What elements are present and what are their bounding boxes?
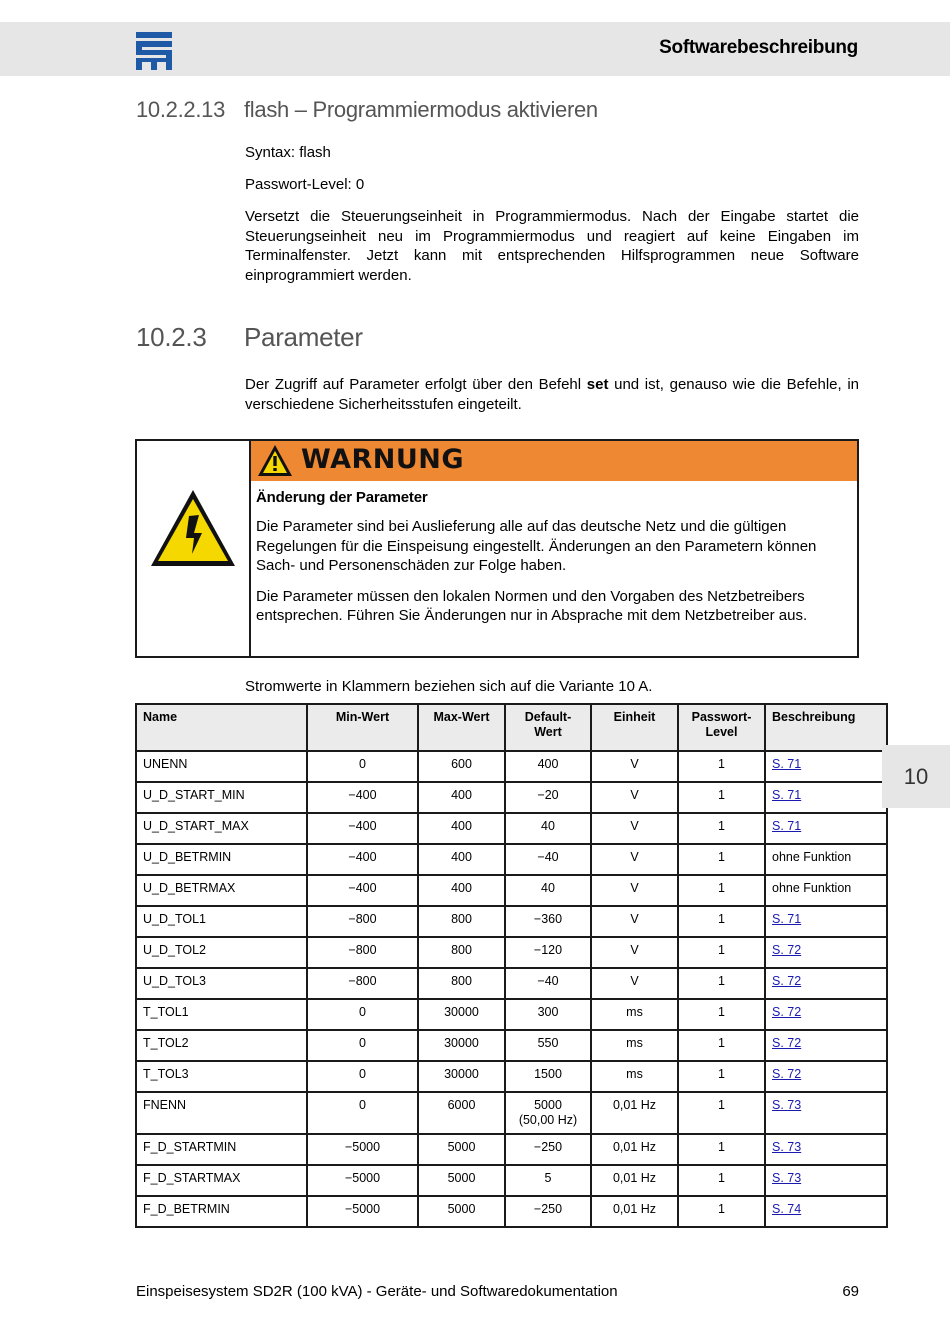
cell-max: 400	[418, 782, 505, 813]
cell-password-level: 1	[678, 968, 765, 999]
warning-label: WARNUNG	[301, 444, 465, 475]
warning-banner	[251, 441, 857, 481]
cell-default	[505, 906, 591, 937]
page-reference-link[interactable]: S. 71	[772, 819, 802, 833]
cell-default	[505, 1030, 591, 1061]
page-number: 69	[842, 1283, 859, 1300]
cell-min: −800	[307, 937, 418, 968]
page-reference-link[interactable]: S. 71	[772, 757, 802, 771]
warning-text: Die Parameter müssen den lokalen Normen und den Vorgaben des Netzbetreibers entsprechen. Führen Sie Änderungen nur in Absprache mit dem Netzbetreiber aus.	[256, 587, 808, 624]
default-value: 300	[537, 1005, 559, 1019]
cell-description	[765, 1061, 887, 1092]
cell-name: T_TOL3	[136, 1061, 307, 1092]
cell-password-level: 1	[678, 1196, 765, 1227]
cell-unit: ms	[591, 1061, 678, 1092]
cell-max: 400	[418, 875, 505, 906]
cell-default	[505, 1061, 591, 1092]
column-header-default: Default-Wert	[505, 704, 591, 751]
cell-unit: V	[591, 968, 678, 999]
cell-min: 0	[307, 751, 418, 782]
cell-default	[505, 1196, 591, 1227]
column-header-name: Name	[136, 704, 307, 751]
cell-password-level: 1	[678, 937, 765, 968]
cell-name: F_D_STARTMAX	[136, 1165, 307, 1196]
cell-min: −400	[307, 813, 418, 844]
cell-description	[765, 782, 887, 813]
cell-min: −5000	[307, 1134, 418, 1165]
parameter-intro	[245, 375, 859, 414]
section-heading-parameter	[136, 322, 363, 353]
cell-max: 800	[418, 968, 505, 999]
cell-min: −800	[307, 968, 418, 999]
cell-default	[505, 782, 591, 813]
intro-text: und ist, genauso wie die Befehle, in verschiedene Sicherheitsstufen eingeteilt.	[245, 376, 859, 413]
cell-name: T_TOL2	[136, 1030, 307, 1061]
default-value: 40	[541, 881, 555, 895]
cell-name: U_D_TOL1	[136, 906, 307, 937]
cell-min: −400	[307, 844, 418, 875]
table-row	[136, 1196, 887, 1227]
exclamation-triangle-icon	[256, 443, 294, 478]
default-value: −20	[537, 788, 559, 802]
cell-password-level: 1	[678, 1134, 765, 1165]
chapter-tab[interactable]: 10	[882, 745, 950, 808]
default-value: −40	[537, 850, 559, 864]
section-number: 10.2.2.13	[136, 97, 226, 122]
page-reference-link[interactable]: S. 73	[772, 1098, 802, 1112]
cell-name: U_D_BETRMAX	[136, 875, 307, 906]
cell-name: FNENN	[136, 1092, 307, 1134]
cell-unit: V	[591, 906, 678, 937]
cell-unit: V	[591, 844, 678, 875]
cell-password-level: 1	[678, 813, 765, 844]
cell-unit: 0,01 Hz	[591, 1092, 678, 1134]
warning-box	[135, 439, 859, 658]
default-value: −360	[533, 912, 563, 926]
warning-content	[256, 489, 848, 637]
cell-description	[765, 999, 887, 1030]
table-row	[136, 844, 887, 875]
cell-password-level: 1	[678, 999, 765, 1030]
column-header-min: Min-Wert	[307, 704, 418, 751]
section-title: Parameter	[244, 322, 363, 352]
cell-description	[765, 1092, 887, 1134]
cell-min: 0	[307, 1061, 418, 1092]
cell-min: −400	[307, 782, 418, 813]
intro-command: set	[586, 376, 609, 393]
cell-max: 30000	[418, 1061, 505, 1092]
cell-name: U_D_START_MIN	[136, 782, 307, 813]
cell-password-level: 1	[678, 1092, 765, 1134]
cell-unit: V	[591, 937, 678, 968]
table-note: Stromwerte in Klammern beziehen sich auf die Variante 10 A.	[245, 678, 653, 695]
cell-password-level: 1	[678, 906, 765, 937]
cell-description	[765, 751, 887, 782]
cell-default	[505, 1092, 591, 1134]
page-reference-link[interactable]: S. 71	[772, 788, 802, 802]
cell-unit: 0,01 Hz	[591, 1134, 678, 1165]
cell-default	[505, 1134, 591, 1165]
cell-description	[765, 1030, 887, 1061]
warning-icon-cell	[137, 441, 251, 656]
cell-max: 6000	[418, 1092, 505, 1134]
default-value: −120	[533, 943, 563, 957]
default-value: 400	[537, 757, 559, 771]
default-value: 5000	[534, 1098, 562, 1112]
warning-text: Die Parameter sind bei Auslieferung alle auf das deutsche Netz und die gültigen Regelungen für die Einspeisung eingestellt. Änderungen an den Parametern können Sach- und Personenschäden zur Folge haben.	[256, 518, 817, 574]
cell-max: 5000	[418, 1165, 505, 1196]
cell-password-level: 1	[678, 1165, 765, 1196]
cell-name: F_D_BETRMIN	[136, 1196, 307, 1227]
cell-unit: 0,01 Hz	[591, 1165, 678, 1196]
cell-default	[505, 813, 591, 844]
table-row	[136, 875, 887, 906]
cell-min: 0	[307, 999, 418, 1030]
cell-description	[765, 937, 887, 968]
column-header-password: Passwort-Level	[678, 704, 765, 751]
cell-description: ohne Funktion	[765, 875, 887, 906]
cell-description	[765, 1196, 887, 1227]
default-value: −40	[537, 974, 559, 988]
cell-default	[505, 968, 591, 999]
high-voltage-warning-icon	[149, 488, 237, 568]
column-header-unit: Einheit	[591, 704, 678, 751]
cell-min: 0	[307, 1092, 418, 1134]
cell-min: −5000	[307, 1165, 418, 1196]
cell-default	[505, 751, 591, 782]
cell-max: 800	[418, 906, 505, 937]
default-value: 1500	[534, 1067, 562, 1081]
cell-password-level: 1	[678, 875, 765, 906]
table-row	[136, 999, 887, 1030]
page-reference-link[interactable]: S. 72	[772, 1036, 802, 1050]
page-reference-link[interactable]: S. 73	[772, 1171, 802, 1185]
cell-max: 5000	[418, 1134, 505, 1165]
syntax-line: Syntax: flash	[245, 144, 331, 161]
cell-unit: V	[591, 813, 678, 844]
table-row	[136, 751, 887, 782]
cell-description	[765, 1165, 887, 1196]
page-reference-link[interactable]: S. 73	[772, 1140, 802, 1154]
section-number: 10.2.3	[136, 322, 207, 352]
cell-max: 600	[418, 751, 505, 782]
cell-min: −5000	[307, 1196, 418, 1227]
default-value: 550	[537, 1036, 559, 1050]
cell-name: F_D_STARTMIN	[136, 1134, 307, 1165]
cell-name: U_D_BETRMIN	[136, 844, 307, 875]
cell-name: UNENN	[136, 751, 307, 782]
cell-description	[765, 968, 887, 999]
page-reference-link[interactable]: S. 72	[772, 1005, 802, 1019]
cell-default	[505, 999, 591, 1030]
page-reference-link[interactable]: S. 71	[772, 912, 802, 926]
footer-document-title: Einspeisesystem SD2R (100 kVA) - Geräte- und Softwaredokumentation	[136, 1283, 618, 1300]
cell-max: 400	[418, 844, 505, 875]
cell-unit: V	[591, 782, 678, 813]
intro-text: Der Zugriff auf Parameter erfolgt über den Befehl	[245, 376, 587, 393]
cell-description: ohne Funktion	[765, 844, 887, 875]
table-row	[136, 1092, 887, 1134]
cell-unit: V	[591, 751, 678, 782]
cell-unit: ms	[591, 1030, 678, 1061]
cell-min: 0	[307, 1030, 418, 1061]
cell-name: T_TOL1	[136, 999, 307, 1030]
cell-description	[765, 813, 887, 844]
cell-max: 400	[418, 813, 505, 844]
default-value: −250	[533, 1140, 563, 1154]
cell-password-level: 1	[678, 782, 765, 813]
cell-description	[765, 906, 887, 937]
cell-min: −400	[307, 875, 418, 906]
table-row	[136, 782, 887, 813]
table-row	[136, 1030, 887, 1061]
cell-default	[505, 875, 591, 906]
page-reference-link[interactable]: S. 74	[772, 1202, 802, 1216]
default-value: 40	[541, 819, 555, 833]
cell-password-level: 1	[678, 844, 765, 875]
cell-name: U_D_TOL2	[136, 937, 307, 968]
cell-password-level: 1	[678, 751, 765, 782]
column-header-description: Beschreibung	[765, 704, 887, 751]
cell-default	[505, 844, 591, 875]
table-header-row	[136, 704, 887, 751]
column-header-max: Max-Wert	[418, 704, 505, 751]
table-row	[136, 906, 887, 937]
table-row	[136, 968, 887, 999]
warning-heading: Änderung der Parameter	[256, 489, 428, 506]
cell-max: 800	[418, 937, 505, 968]
cell-description	[765, 1134, 887, 1165]
cell-max: 30000	[418, 999, 505, 1030]
password-level-line: Passwort-Level: 0	[245, 176, 365, 193]
section-title: flash – Programmiermodus aktivieren	[244, 97, 598, 122]
page-reference-link[interactable]: S. 72	[772, 1067, 802, 1081]
page-reference-link[interactable]: S. 72	[772, 974, 802, 988]
cell-max: 30000	[418, 1030, 505, 1061]
section-heading-flash	[136, 97, 598, 123]
flash-description: Versetzt die Steuerungseinheit in Programmiermodus. Nach der Eingabe startet die Steuerungseinheit neu im Programmiermodus und reagiert auf keine Eingaben im Terminalfenster. Jetzt kann mit entsprechenden Hilfsprogrammen neue Software einprogrammiert werden.	[245, 208, 859, 284]
cell-unit: V	[591, 875, 678, 906]
table-row	[136, 1134, 887, 1165]
table-row	[136, 937, 887, 968]
default-value: −250	[533, 1202, 563, 1216]
table-row	[136, 1165, 887, 1196]
cell-name: U_D_TOL3	[136, 968, 307, 999]
page-reference-link[interactable]: S. 72	[772, 943, 802, 957]
cell-name: U_D_START_MAX	[136, 813, 307, 844]
cell-unit: 0,01 Hz	[591, 1196, 678, 1227]
default-value: 5	[544, 1171, 552, 1185]
cell-min: −800	[307, 906, 418, 937]
table-row	[136, 1061, 887, 1092]
table-row	[136, 813, 887, 844]
cell-password-level: 1	[678, 1061, 765, 1092]
company-logo	[136, 32, 172, 70]
cell-unit: ms	[591, 999, 678, 1030]
cell-password-level: 1	[678, 1030, 765, 1061]
header-title: Softwarebeschreibung	[659, 37, 858, 58]
table-body	[136, 751, 887, 1227]
parameter-table	[135, 703, 888, 1228]
cell-max: 5000	[418, 1196, 505, 1227]
cell-default	[505, 1165, 591, 1196]
default-value-note: (50,00 Hz)	[518, 1113, 578, 1127]
cell-default	[505, 937, 591, 968]
